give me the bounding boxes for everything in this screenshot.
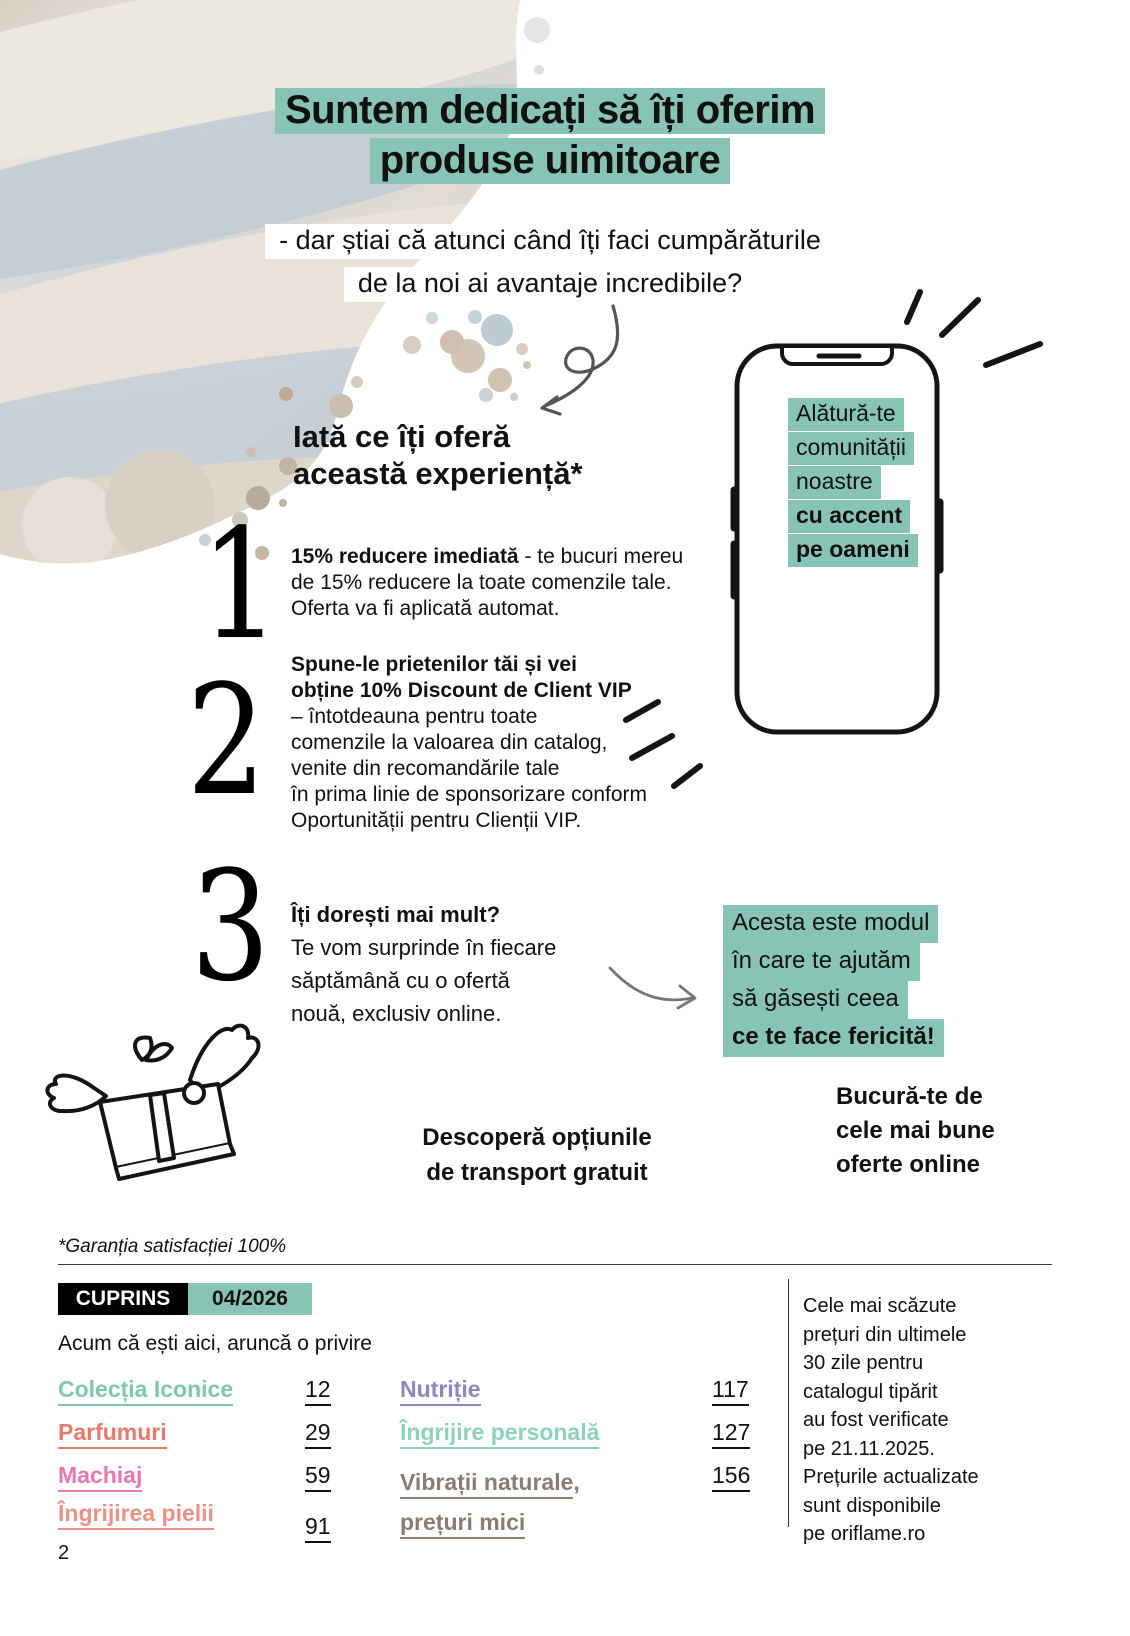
benefit-number-2: 2 [186, 652, 267, 829]
toc-page-nutritie[interactable]: 117 [712, 1376, 749, 1403]
toc-link-machiaj[interactable]: Machiaj [58, 1462, 142, 1489]
hero-title-line2: produse uimitoare [370, 138, 730, 184]
benefit-item-1: 15% reducere imediată - te bucuri mereu de 15% reducere la toate comenzile tale. Oferta va fi aplicată automat. [291, 545, 684, 620]
contents-intro: Acum că ești aici, aruncă o privire [58, 1332, 372, 1355]
callout-arrow-icon [602, 958, 712, 1020]
benefit-number-3: 3 [190, 838, 271, 1015]
happiness-callout: Acesta este modul în care te ajutăm să găsești ceea ce te face fericită! [723, 905, 944, 1057]
benefit-number-1: 1 [200, 496, 281, 673]
toc-page-ingrijire-personala[interactable]: 127 [712, 1419, 750, 1446]
page-number: 2 [58, 1542, 70, 1564]
benefit-item-2: Spune-le prietenilor tăi și vei obține 10% Discount de Client VIP – întotdeauna pentru toate comenzile la valoarea din catalog, venite din recomandările tale în prima linie de sponsorizare conform Oportunității pentru Clienții VIP. [291, 653, 647, 832]
guarantee-note: *Garanția satisfacției 100% [58, 1236, 287, 1257]
toc-link-colectia-iconice[interactable]: Colecția Iconice [58, 1376, 233, 1403]
benefits-heading: Iată ce îți oferă această experiență* [293, 419, 583, 491]
winged-gift-icon [42, 1018, 272, 1193]
toc-link-vibratii-naturale[interactable]: Vibrații naturale, prețuri mici [400, 1462, 580, 1542]
hero-title [0, 88, 1100, 188]
toc-page-ingrijirea-pielii[interactable]: 91 [305, 1513, 331, 1540]
price-note-divider [788, 1279, 789, 1527]
toc-link-parfumuri[interactable]: Parfumuri [58, 1419, 167, 1446]
issue-badge: 04/2026 [188, 1283, 312, 1315]
contents-divider [58, 1264, 1052, 1265]
toc-page-parfumuri[interactable]: 29 [305, 1419, 331, 1446]
online-offers-callout: Bucură-te de cele mai bune oferte online [836, 1083, 995, 1178]
hero-title-line1: Suntem dedicați să îți oferim [275, 88, 825, 134]
toc-link-ingrijirea-pielii[interactable]: Îngrijirea pielii [58, 1500, 214, 1527]
hero-subtitle-line2: de la noi ai avantaje incredibile? [344, 267, 756, 302]
hero-subtitle-line1: - dar știai că atunci când îți faci cumpărăturile [265, 224, 835, 259]
phone-callout: Alătură-te comunității noastre cu accent pe oameni [788, 398, 918, 568]
shipping-callout: Descoperă opțiunile de transport gratuit [422, 1124, 652, 1186]
toc-page-colectia-iconice[interactable]: 12 [305, 1376, 331, 1403]
toc-link-nutritie[interactable]: Nutriție [400, 1376, 481, 1403]
toc-page-vibratii-naturale[interactable]: 156 [712, 1462, 750, 1489]
price-note: Cele mai scăzute prețuri din ultimele 30 zile pentru catalogul tipărit au fost verificate pe 21.11.2025. Prețurile actualizate sunt disponibile pe oriflame.ro [803, 1295, 979, 1545]
contents-badge: CUPRINS [58, 1283, 188, 1315]
toc-page-machiaj[interactable]: 59 [305, 1462, 331, 1489]
swirl-arrow-icon [505, 298, 635, 428]
toc-link-ingrijire-personala[interactable]: Îngrijire personală [400, 1419, 599, 1446]
benefit-item-3: Îți dorești mai mult? Te vom surprinde în fiecare săptămână cu o ofertă nouă, exclusiv online. [291, 902, 557, 1026]
